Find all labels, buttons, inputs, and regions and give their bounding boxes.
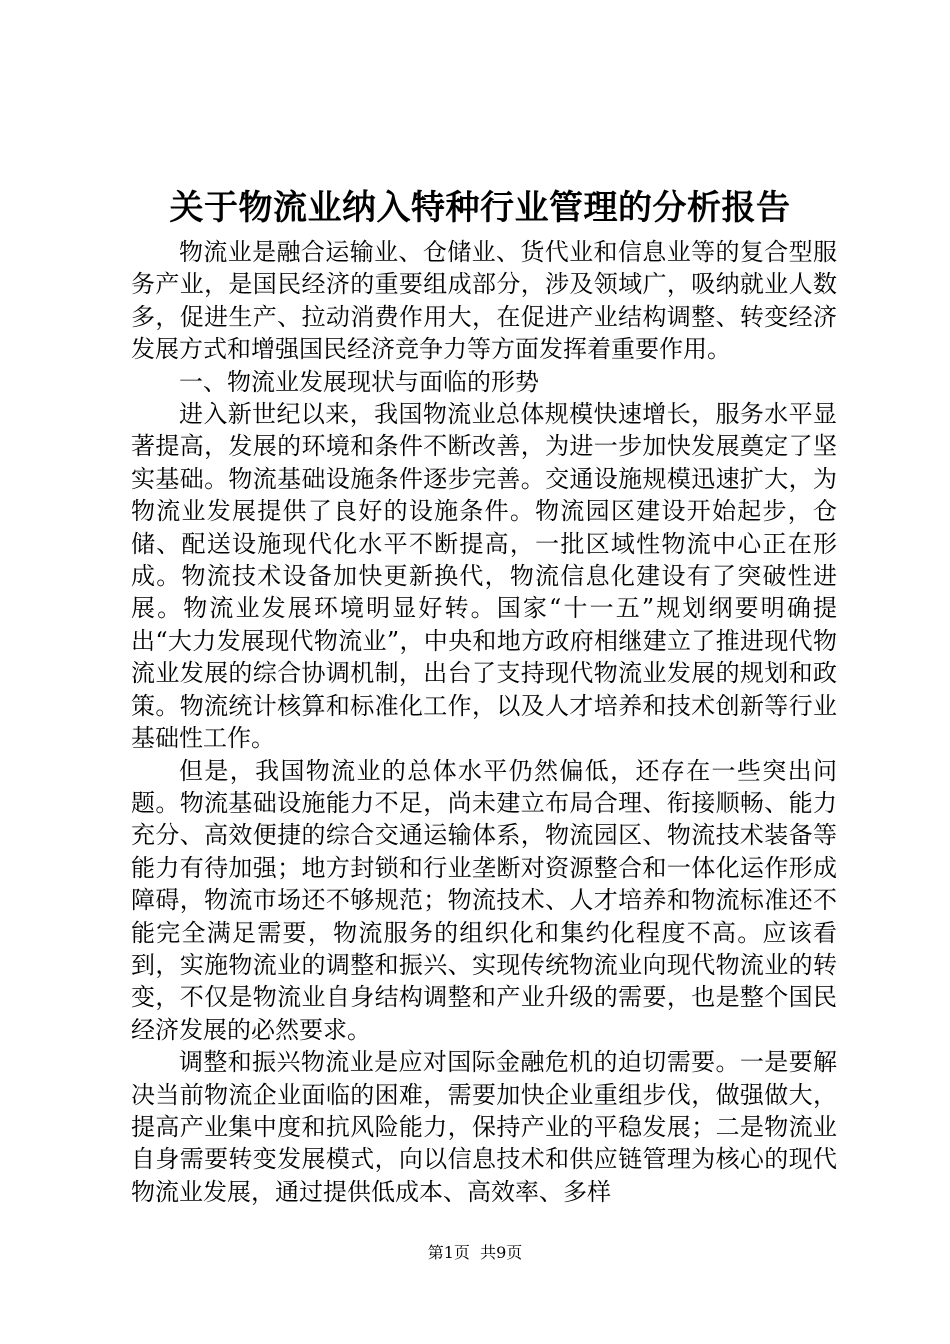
paragraph-intro: 物流业是融合运输业、仓储业、货代业和信息业等的复合型服务产业，是国民经济的重要组成部分，涉及领域广，吸纳就业人数多，促进生产、拉动消费作用大，在促进产业结构调整、转变经济发展方式和增强国民经济竞争力等方面发挥着重要作用。 (131, 238, 837, 364)
page-total: 共9页 (480, 1243, 523, 1262)
document-title: 关于物流业纳入特种行业管理的分析报告 (169, 188, 791, 228)
document-body (131, 236, 837, 1208)
page-footer (0, 1242, 950, 1264)
paragraph-problems: 但是，我国物流业的总体水平仍然偏低，还存在一些突出问题。物流基础设施能力不足，尚未建立布局合理、衔接顺畅、能力充分、高效便捷的综合交通运输体系，物流园区、物流技术装备等能力有待加强；地方封锁和行业垄断对资源整合和一体化运作形成障碍，物流市场还不够规范；物流技术、人才培养和物流标准还不能完全满足需要，物流服务的组织化和集约化程度不高。应该看到，实施物流业的调整和振兴、实现传统物流业向现代物流业的转变，不仅是物流业自身结构调整和产业升级的需要，也是整个国民经济发展的必然要求。 (131, 756, 837, 1044)
page-number: 第1页 (427, 1243, 470, 1262)
footer-separator (470, 1243, 480, 1262)
paragraph-current-status: 进入新世纪以来，我国物流业总体规模快速增长，服务水平显著提高，发展的环境和条件不断改善，为进一步加快发展奠定了坚实基础。物流基础设施条件逐步完善。交通设施规模迅速扩大，为物流业发展提供了良好的设施条件。物流园区建设开始起步，仓储、配送设施现代化水平不断提高，一批区域性物流中心正在形成。物流技术设备加快更新换代，物流信息化建设有了突破性进展。物流业发展环境明显好转。国家“十一五”规划纲要明确提出“大力发展现代物流业”，中央和地方政府相继建立了推进现代物流业发展的综合协调机制，出台了支持现代物流业发展的规划和政策。物流统计核算和标准化工作，以及人才培养和技术创新等行业基础性工作。 (131, 400, 837, 753)
paragraph-urgency: 调整和振兴物流业是应对国际金融危机的迫切需要。一是要解决当前物流企业面临的困难，需要加快企业重组步伐，做强做大，提高产业集中度和抗风险能力，保持产业的平稳发展；二是物流业自身需要转变发展模式，向以信息技术和供应链管理为核心的现代物流业发展，通过提供低成本、高效率、多样 (131, 1048, 837, 1206)
section-heading: 一、物流业发展现状与面临的形势 (179, 367, 539, 396)
